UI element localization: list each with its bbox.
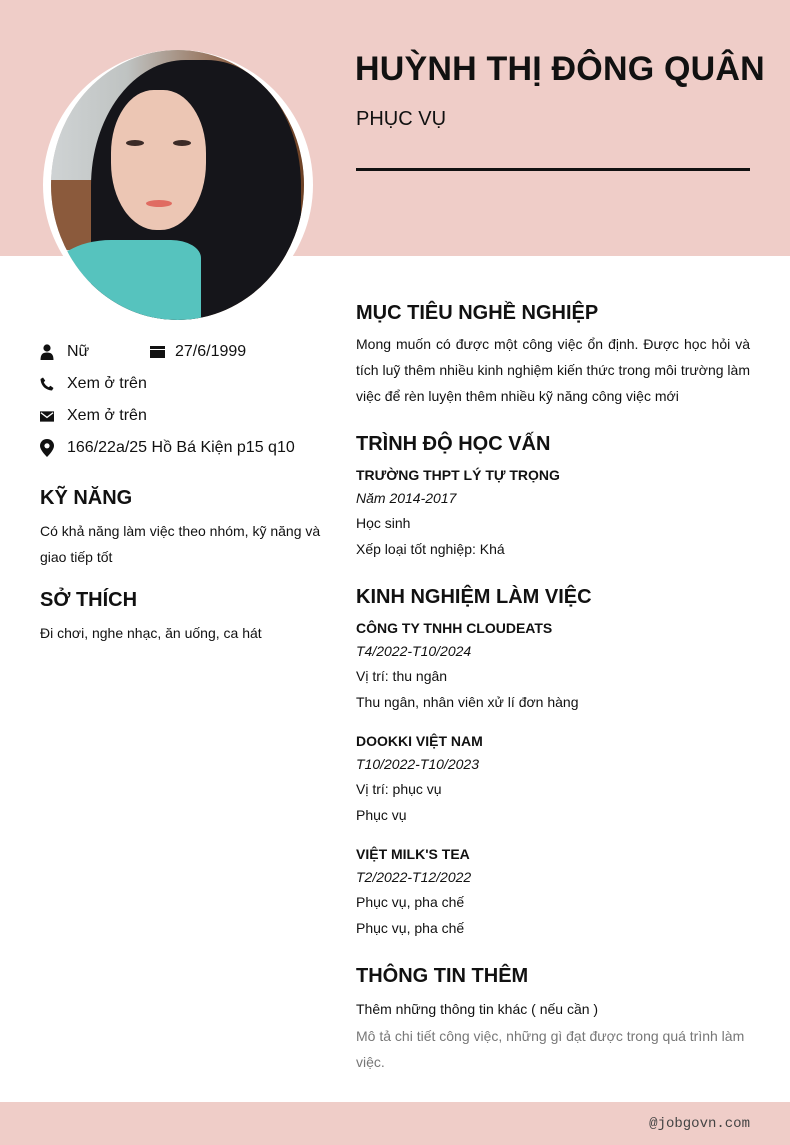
skills-text: Có khả năng làm việc theo nhóm, kỹ năng và giao tiếp tốt <box>40 523 321 565</box>
job-description: Thu ngân, nhân viên xử lí đơn hàng <box>356 694 579 710</box>
school-role: Học sinh <box>356 515 411 531</box>
envelope-icon <box>40 408 54 424</box>
job-position: Vị trí: phục vụ <box>356 781 442 797</box>
job-description: Phục vụ, pha chế <box>356 920 465 936</box>
phone-value: Xem ở trên <box>67 375 147 392</box>
avatar <box>43 50 313 320</box>
footer-watermark: @jobgovn.com <box>649 1116 750 1132</box>
job-period: T4/2022-T10/2024 <box>356 643 472 659</box>
header-divider <box>356 168 750 171</box>
email-row <box>40 406 147 426</box>
education-title: TRÌNH ĐỘ HỌC VẤN <box>356 433 551 455</box>
job-description: Phục vụ <box>356 807 407 823</box>
birthdate-value: 27/6/1999 <box>175 343 247 360</box>
additional-title: THÔNG TIN THÊM <box>356 965 529 987</box>
email-value: Xem ở trên <box>67 407 147 424</box>
company-name: CÔNG TY TNHH CLOUDEATS <box>356 620 553 636</box>
school-detail: Xếp loại tốt nghiệp: Khá <box>356 541 505 557</box>
gender-value: Nữ <box>67 343 90 360</box>
calendar-icon <box>150 344 165 360</box>
hobbies-text: Đi chơi, nghe nhạc, ăn uống, ca hát <box>40 625 262 641</box>
company-name: DOOKKI VIỆT NAM <box>356 733 483 749</box>
school-period: Năm 2014-2017 <box>356 490 457 506</box>
experience-title: KINH NGHIỆM LÀM VIỆC <box>356 586 592 608</box>
phone-row <box>40 374 147 394</box>
job-period: T10/2022-T10/2023 <box>356 756 479 772</box>
skills-title: KỸ NĂNG <box>40 487 133 509</box>
birthdate-row <box>150 342 246 362</box>
footer <box>0 1102 790 1145</box>
objective-title: MỤC TIÊU NGHỀ NGHIỆP <box>356 302 599 324</box>
job-position: Vị trí: thu ngân <box>356 668 448 684</box>
company-name: VIỆT MILK'S TEA <box>356 846 470 862</box>
person-icon <box>40 344 54 360</box>
objective-text: Mong muốn có được một công việc ổn định. Được học hỏi và tích luỹ thêm nhiều kinh nghiệm kiến thức trong môi trường làm việc để rèn luyện thêm nhiều kỹ năng công việc mới <box>356 336 750 404</box>
gender-row <box>40 342 89 362</box>
job-position: Phục vụ, pha chế <box>356 894 465 910</box>
map-pin-icon <box>40 440 54 456</box>
profile-photo <box>51 50 304 320</box>
school-name: TRƯỜNG THPT LÝ TỰ TRỌNG <box>356 467 560 483</box>
phone-icon <box>40 376 54 392</box>
address-row <box>40 438 295 458</box>
hobbies-title: SỞ THÍCH <box>40 589 138 611</box>
job-title: PHỤC VỤ <box>356 108 447 130</box>
additional-text: Thêm những thông tin khác ( nếu cần ) <box>356 1001 599 1017</box>
job-period: T2/2022-T12/2022 <box>356 869 472 885</box>
candidate-name: HUỲNH THỊ ĐÔNG QUÂN <box>355 50 765 88</box>
address-value: 166/22a/25 Hồ Bá Kiện p15 q10 <box>67 439 295 456</box>
additional-placeholder: Mô tả chi tiết công việc, những gì đạt được trong quá trình làm việc. <box>356 1028 745 1070</box>
